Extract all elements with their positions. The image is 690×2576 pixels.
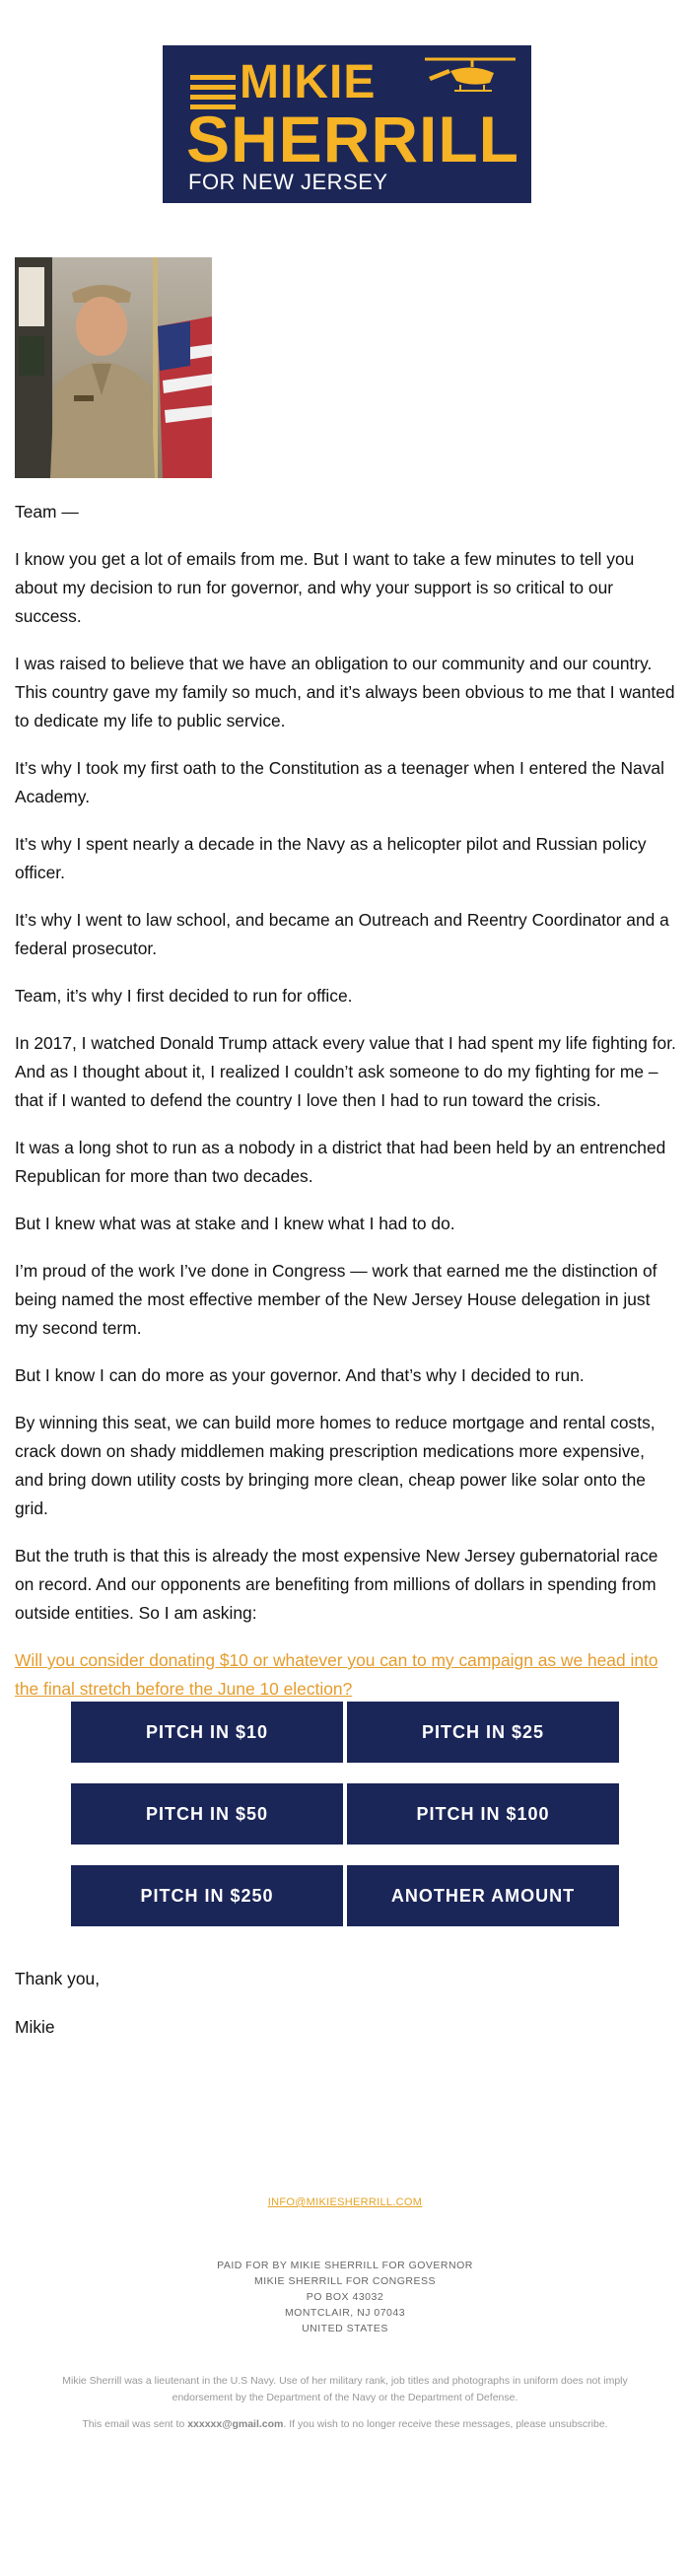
paragraph: It was a long shot to run as a nobody in a district that had been held by an entrenched Republican for more than two decades. <box>15 1138 666 1186</box>
address-line: PO BOX 43032 <box>306 2291 384 2303</box>
donate-link[interactable]: Will you consider donating $10 or whatever you can to my campaign as we head into the final stretch before the June 10 election? <box>15 1650 658 1699</box>
candidate-photo <box>15 257 212 478</box>
paragraph: It’s why I spent nearly a decade in the Navy as a helicopter pilot and Russian policy officer. <box>15 834 647 882</box>
email-body <box>15 498 677 1722</box>
sent-to-prefix: This email was sent to <box>82 2418 188 2430</box>
paragraph: I know you get a lot of emails from me. But I want to take a few minutes to tell you about my decision to run for governor, and why your support is so critical to our success. <box>15 549 635 626</box>
logo-first-name: MIKIE <box>240 56 377 108</box>
closing <box>15 1965 100 2061</box>
campaign-logo <box>163 45 531 203</box>
cta-paragraph <box>15 1646 677 1704</box>
logo-last-name: SHERRILL <box>186 103 519 175</box>
address-line: MONTCLAIR, NJ 07043 <box>284 2307 406 2319</box>
helicopter-icon <box>421 51 519 106</box>
closing-signature: Mikie <box>15 2017 55 2037</box>
recipient-email: xxxxxx@gmail.com <box>187 2418 284 2430</box>
sent-to-notice <box>0 2416 690 2433</box>
footer-address <box>0 2258 690 2336</box>
pitch-in-25-button[interactable]: PITCH IN $25 <box>347 1702 619 1763</box>
footer-disclaimer <box>0 2373 690 2443</box>
paragraph: Team — <box>15 502 79 522</box>
another-amount-button[interactable]: ANOTHER AMOUNT <box>347 1865 619 1926</box>
paragraph: I’m proud of the work I’ve done in Congress — work that earned me the distinction of being named the most effective member of the New Jersey House delegation in just my second term. <box>15 1261 657 1338</box>
military-disclaimer: Mikie Sherrill was a lieutenant in the U.S Navy. Use of her military rank, job titles and photographs in uniform does not imply endorsement by the Department of the Navy or the Department of Defense. <box>62 2375 628 2403</box>
address-line: MIKIE SHERRILL FOR CONGRESS <box>253 2275 437 2287</box>
paragraph: By winning this seat, we can build more homes to reduce mortgage and rental costs, crack down on shady middlemen making prescription medications more expensive, and bring down utility costs by bringing more clean, cheap power like solar onto the grid. <box>15 1413 656 1518</box>
logo-tagline: FOR NEW JERSEY <box>188 170 388 194</box>
pitch-in-100-button[interactable]: PITCH IN $100 <box>347 1783 619 1845</box>
paragraph: But the truth is that this is already the most expensive New Jersey gubernatorial race on record. And our opponents are benefiting from millions of dollars in spending from outside entities. So I am asking: <box>15 1546 658 1623</box>
pitch-in-10-button[interactable]: PITCH IN $10 <box>71 1702 343 1763</box>
paragraph: It’s why I went to law school, and became an Outreach and Reentry Coordinator and a federal prosecutor. <box>15 910 669 958</box>
unsubscribe-text[interactable]: . If you wish to no longer receive these messages, please unsubscribe. <box>283 2418 608 2430</box>
paragraph: I was raised to believe that we have an obligation to our community and our country. This country gave my family so much, and it’s always been obvious to me that I wanted to dedicate my life to public service. <box>15 654 675 731</box>
paragraph: In 2017, I watched Donald Trump attack every value that I had spent my life fighting for. And as I thought about it, I realized I couldn’t ask someone to do my fighting for me – that if I wanted to defend the country I love then I had to run toward the crisis. <box>15 1033 676 1110</box>
address-line: UNITED STATES <box>302 2323 388 2334</box>
paragraph: But I knew what was at stake and I knew what I had to do. <box>15 1214 455 1233</box>
contact-email-link[interactable]: INFO@MIKIESHERRILL.COM <box>267 2196 423 2208</box>
paragraph: It’s why I took my first oath to the Constitution as a teenager when I entered the Naval Academy. <box>15 758 664 806</box>
closing-thanks: Thank you, <box>15 1969 101 1988</box>
pitch-in-250-button[interactable]: PITCH IN $250 <box>71 1865 343 1926</box>
address-line: PAID FOR BY MIKIE SHERRILL FOR GOVERNOR <box>217 2260 473 2271</box>
paragraph: But I know I can do more as your governor. And that’s why I decided to run. <box>15 1365 585 1385</box>
donate-button-grid <box>71 1702 619 1947</box>
pitch-in-50-button[interactable]: PITCH IN $50 <box>71 1783 343 1845</box>
footer-email <box>0 2196 690 2208</box>
paragraph: Team, it’s why I first decided to run for office. <box>15 986 353 1006</box>
